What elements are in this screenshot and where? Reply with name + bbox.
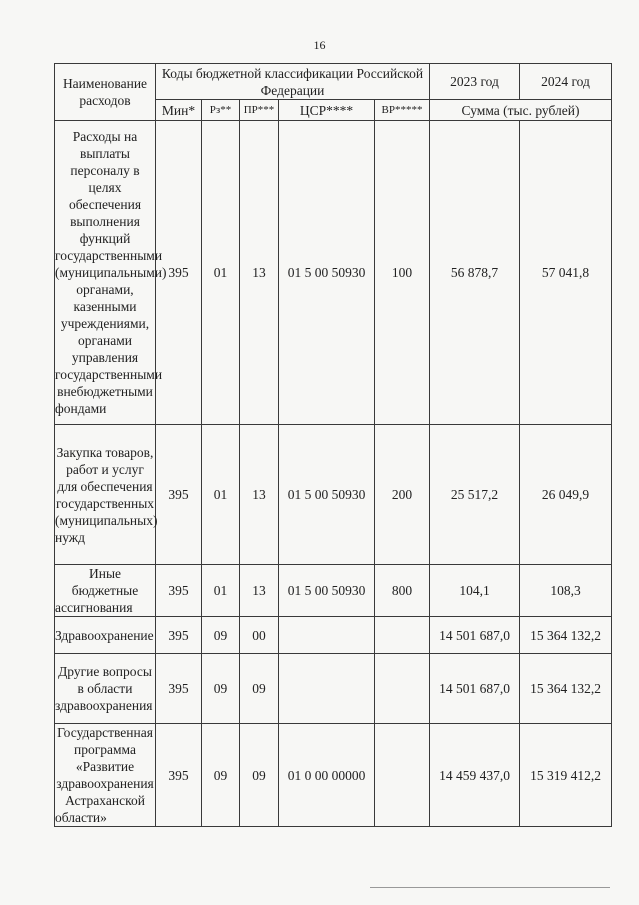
header-sum: Сумма (тыс. рублей) (430, 100, 612, 121)
row-pr: 13 (240, 425, 279, 565)
row-name: Другие вопросы в области здравоохранения (55, 654, 156, 724)
row-rz: 09 (202, 617, 240, 654)
row-sum-2024: 15 319 412,2 (520, 724, 612, 827)
row-sum-2023: 14 459 437,0 (430, 724, 520, 827)
row-rz: 01 (202, 121, 240, 425)
row-min: 395 (156, 617, 202, 654)
row-sum-2023: 56 878,7 (430, 121, 520, 425)
row-vr (375, 654, 430, 724)
row-vr (375, 724, 430, 827)
row-pr: 09 (240, 724, 279, 827)
header-pr: ПР*** (240, 100, 279, 121)
table-row (55, 121, 612, 425)
header-csr: ЦСР**** (279, 100, 375, 121)
row-sum-2023: 104,1 (430, 565, 520, 617)
row-vr (375, 617, 430, 654)
row-min: 395 (156, 565, 202, 617)
row-pr: 13 (240, 121, 279, 425)
row-rz: 09 (202, 724, 240, 827)
row-sum-2024: 15 364 132,2 (520, 654, 612, 724)
row-min: 395 (156, 121, 202, 425)
row-csr (279, 654, 375, 724)
header-rz: Рз** (202, 100, 240, 121)
row-vr: 100 (375, 121, 430, 425)
table-row (55, 565, 612, 617)
row-name: Закупка товаров, работ и услуг для обеспечения государственных (муниципальных) нужд (55, 425, 156, 565)
row-vr: 200 (375, 425, 430, 565)
row-name: Государственная программа «Развитие здравоохранения Астраханской области» (55, 725, 154, 825)
row-min: 395 (156, 425, 202, 565)
row-csr: 01 5 00 50930 (279, 425, 375, 565)
header-year-2024: 2024 год (520, 64, 612, 100)
header-year-2023: 2023 год (430, 64, 520, 100)
row-min: 395 (156, 724, 202, 827)
page-number: 16 (313, 38, 326, 52)
row-rz: 01 (202, 425, 240, 565)
row-rz: 01 (202, 565, 240, 617)
row-pr: 13 (240, 565, 279, 617)
bottom-divider (370, 887, 610, 888)
row-csr: 01 5 00 50930 (279, 121, 375, 425)
row-name: Иные бюджетные ассигнования (55, 565, 156, 617)
row-csr: 01 0 00 00000 (279, 724, 375, 827)
row-name: Здравоохранение (55, 617, 156, 654)
table-row (55, 654, 612, 724)
row-pr: 09 (240, 654, 279, 724)
row-pr: 00 (240, 617, 279, 654)
row-sum-2023: 14 501 687,0 (430, 654, 520, 724)
row-sum-2023: 25 517,2 (430, 425, 520, 565)
row-sum-2024: 26 049,9 (520, 425, 612, 565)
row-csr: 01 5 00 50930 (279, 565, 375, 617)
header-vr: ВР***** (375, 100, 430, 121)
row-rz: 09 (202, 654, 240, 724)
header-name: Наименование расходов (55, 64, 156, 121)
row-sum-2023: 14 501 687,0 (430, 617, 520, 654)
row-sum-2024: 15 364 132,2 (520, 617, 612, 654)
row-vr: 800 (375, 565, 430, 617)
budget-table (54, 63, 612, 827)
header-codes: Коды бюджетной классификации Российской Федерации (156, 64, 430, 100)
row-min: 395 (156, 654, 202, 724)
row-csr (279, 617, 375, 654)
row-name: Расходы на выплаты персоналу в целях обеспечения выполнения функций государственными (муниципальными) органами, казенными учреждениями, органами управления государственными внебюджетными фондами (55, 121, 156, 425)
header-min: Мин* (156, 100, 202, 121)
table-row (55, 724, 612, 827)
row-sum-2024: 57 041,8 (520, 121, 612, 425)
row-sum-2024: 108,3 (520, 565, 612, 617)
table-row (55, 617, 612, 654)
table-row (55, 425, 612, 565)
